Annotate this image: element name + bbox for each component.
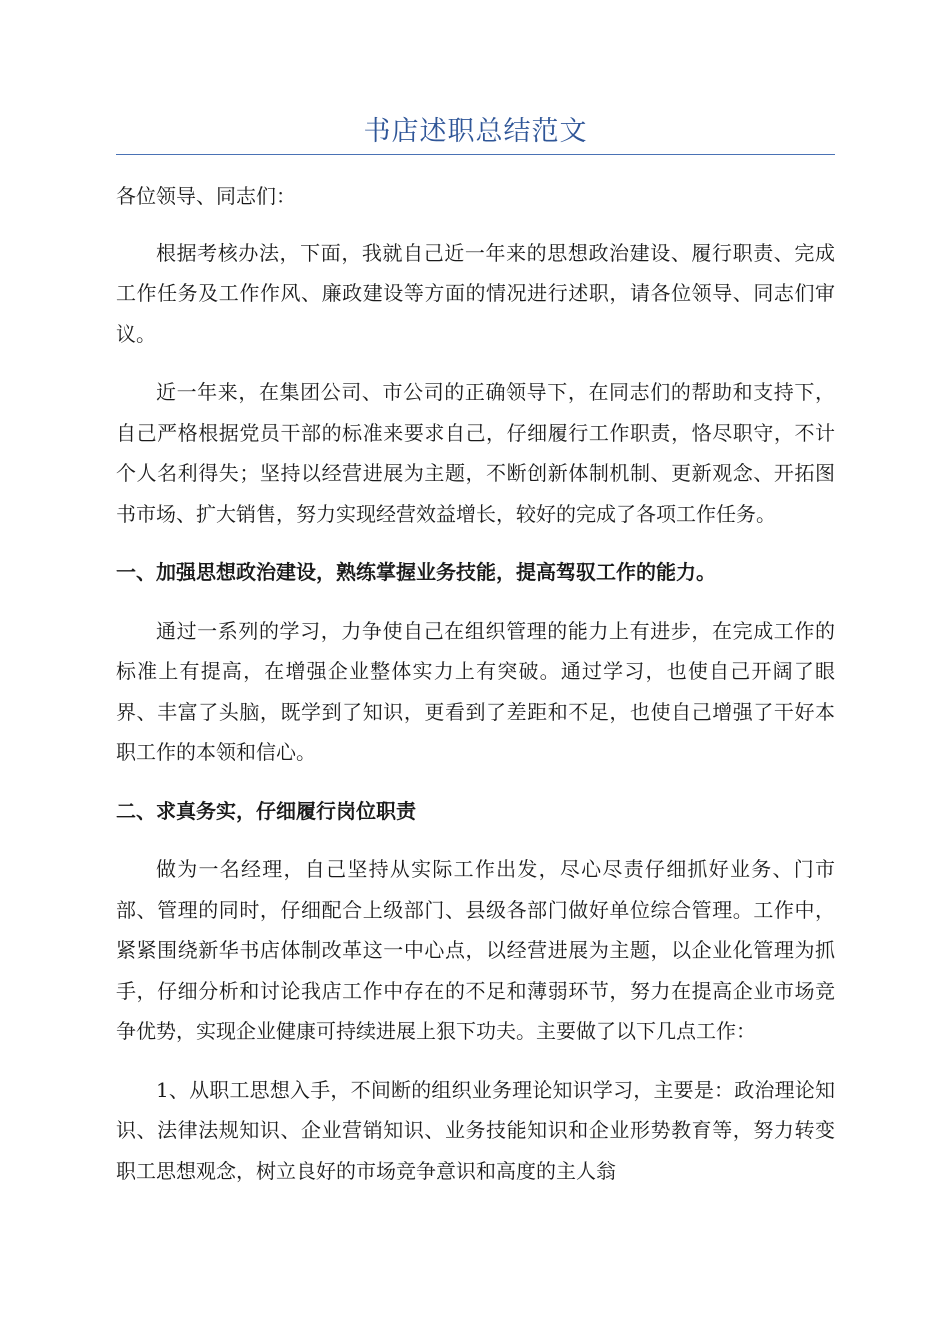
section-2-heading: 二、求真务实，仔细履行岗位职责 [116,798,416,823]
overview-paragraph: 近一年来，在集团公司、市公司的正确领导下，在同志们的帮助和支持下，自己严格根据党员干部的标准来要求自己，仔细履行工作职责，恪尽职守，不计个人名利得失；坚持以经营进展为主题，不断创新体制机制、更新观念、开拓图书市场、扩大销售，努力实现经营效益增长，较好的完成了各项工作任务。 [116,380,835,526]
document-body [116,176,835,1209]
salutation: 各位领导、同志们： [116,184,296,208]
section-1-paragraph: 通过一系列的学习，力争使自己在组织管理的能力上有进步，在完成工作的标准上有提高，在增强企业整体实力上有突破。通过学习，也使自己开阔了眼界、丰富了头脑，既学到了知识，更看到了差距和不足，也使自己增强了干好本职工作的本领和信心。 [116,618,835,764]
section-1-heading: 一、加强思想政治建设，熟练掌握业务技能，提高驾驭工作的能力。 [116,560,716,584]
title-underline [116,154,835,155]
intro-paragraph: 根据考核办法，下面，我就自己近一年来的思想政治建设、履行职责、完成工作任务及工作作风、廉政建设等方面的情况进行述职，请各位领导、同志们审议。 [116,240,835,346]
section-2-paragraph: 做为一名经理，自己坚持从实际工作出发，尽心尽责仔细抓好业务、门市部、管理的同时，仔细配合上级部门、县级各部门做好单位综合管理。工作中，紧紧围绕新华书店体制改革这一中心点，以经营进展为主题，以企业化管理为抓手，仔细分析和讨论我店工作中存在的不足和薄弱环节，努力在提高企业市场竞争优势，实现企业健康可持续进展上狠下功夫。主要做了以下几点工作： [116,857,835,1043]
document-title: 书店述职总结范文 [363,116,588,147]
item-1-paragraph: 1、从职工思想入手，不间断的组织业务理论知识学习，主要是：政治理论知识、法律法规知识、企业营销知识、业务技能知识和企业形势教育等，努力转变职工思想观念，树立良好的市场竞争意识和高度的主人翁 [116,1077,835,1183]
